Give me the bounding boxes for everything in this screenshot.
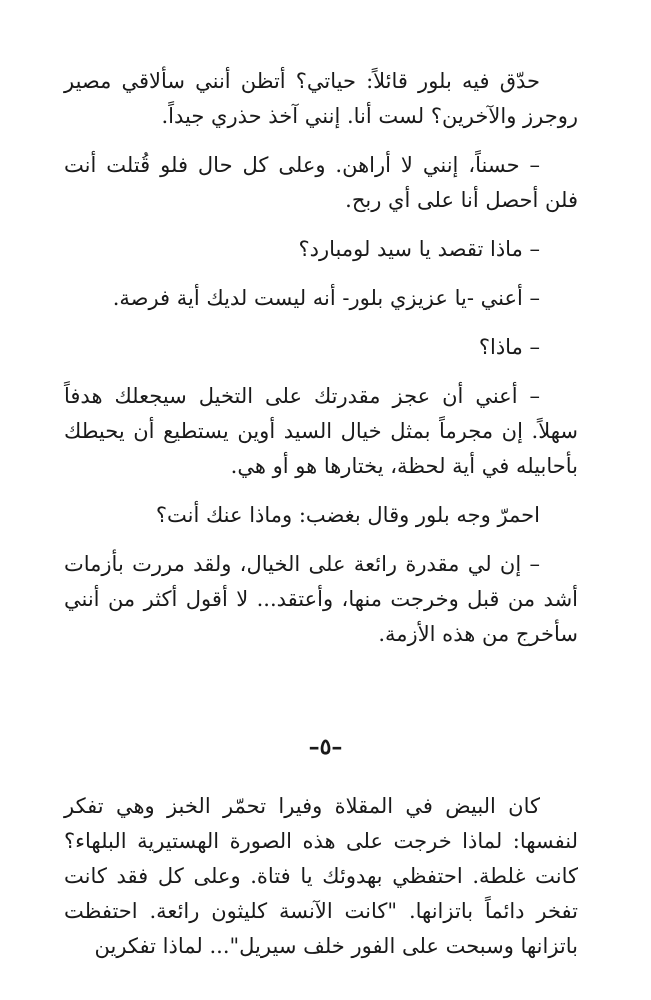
paragraph-6: – أعني أن عجز مقدرتك على التخيل سيجعلك هدفاً سهلاً. إن مجرماً بمثل خيال السيد أوين يستطيع أن يحيطك بأحابيله في أية لحظة، يختارها هو أو هي. (64, 384, 578, 478)
paragraph-3: – ماذا تقصد يا سيد لومبارد؟ (298, 237, 540, 261)
paragraph-7: احمرّ وجه بلور وقال بغضب: وماذا عنك أنت؟ (155, 503, 540, 527)
upper-text (64, 64, 578, 652)
chapter-number: –٥– (308, 734, 343, 760)
chapter-text (64, 789, 578, 964)
paragraph-5: – ماذا؟ (478, 335, 540, 359)
paragraph-1: حدّق فيه بلور قائلاً: حياتي؟ أتظن أنني سألاقي مصير روجرز والآخرين؟ لست أنا. إنني آخذ حذري جيداً. (64, 69, 578, 128)
paragraph-4: – أعني -يا عزيزي بلور- أنه ليست لديك أية فرصة. (112, 286, 540, 310)
paragraph-2: – حسناً، إنني لا أراهن. وعلى كل حال فلو قُتلت أنت فلن أحصل أنا على أي ربح. (64, 153, 578, 212)
chapter-paragraph-1: كان البيض في المقلاة وفيرا تحمّر الخبز وهي تفكر لنفسها: لماذا خرجت على هذه الصورة الهستيرية البلهاء؟ كانت غلطة. احتفظي بهدوئك يا فتاة. وعلى كل فقد كانت تفخر دائماً باتزانها. "كانت الآنسة كليثون رائعة. احتفظت باتزانها وسبحت على الفور خلف سيريل"... لماذا تفكرين (64, 794, 578, 958)
paragraph-8: – إن لي مقدرة رائعة على الخيال، ولقد مررت بأزمات أشد من قبل وخرجت منها، وأعتقد... لا أقول أكثر من أنني سأخرج من هذه الأزمة. (64, 552, 579, 646)
